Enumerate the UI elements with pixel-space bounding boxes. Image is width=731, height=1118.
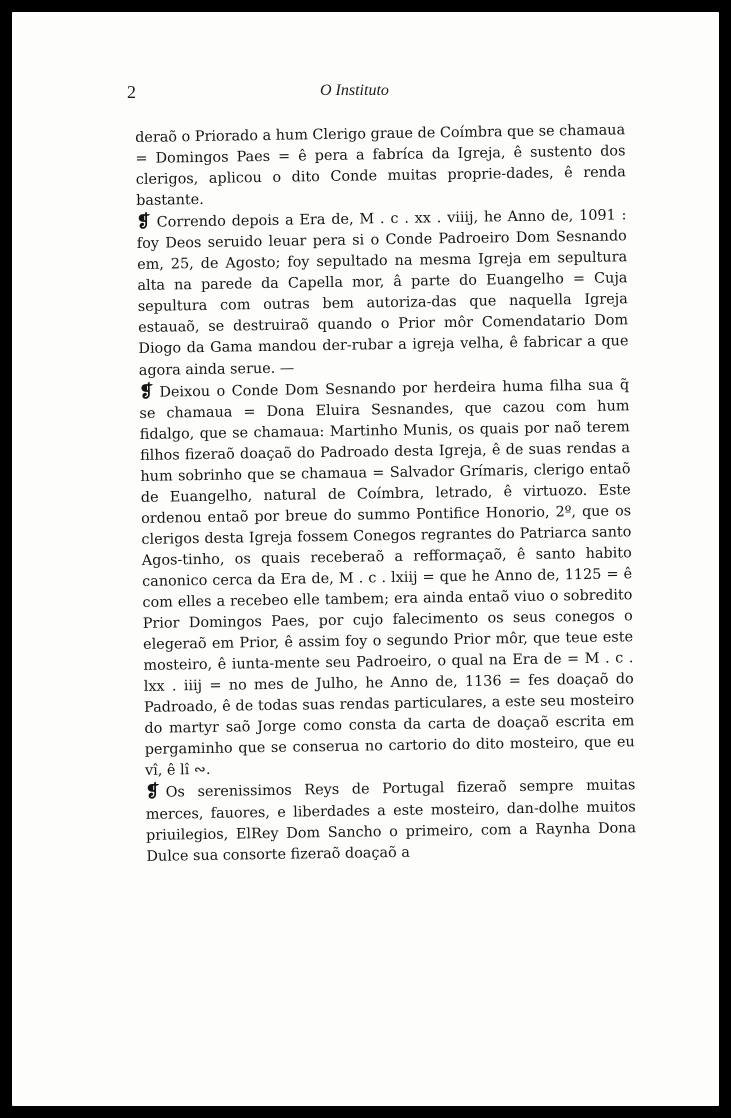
- page-number: 2: [127, 82, 136, 102]
- paragraph-mark-icon: ❡: [138, 381, 154, 402]
- running-title: O Instituto: [320, 82, 389, 99]
- paragraph-4: [145, 775, 636, 868]
- paragraph-3-text: Deixou o Conde Dom Sesnando por herdeira huma filha sua q̃ se chamaua = Dona Eluira Sesnandes, que cazou com hum fidalgo, que se chamaua: Martinho Munis, os quais por naõ terem filhos fizeraõ doaçaõ do Padroado desta Igreja, ê de suas rendas a hum sobrinho que se chamaua = Salvador Grímaris, clerigo entaõ de Euangelho, natural de Coímbra, letrado, ê virtuozo. Este ordenou entaõ por breue do summo Pontifice Honorio, 2º, que os clerigos desta Igreja fossem Conegos regrantes do Patriarca santo Agos-tinho, os quais receberaõ a refformaçaõ, ê santo habito canonico cerca da Era de, M . c . lxiij = que he Anno de, 1125 = ê com elles a recebeo elle tambem; era ainda entaõ viuo o sobredito Prior Domingos Paes, por cujo falecimento os seus conegos o elegeraõ em Prior, ê assim foy o segundo Prior môr, que teue este mosteiro, ê iunta-mente seu Padroeiro, o qual na Era de = M . c . lxx . iiij = no mes de Julho, he Anno de, 1136 = fes doaçaõ do Padroado, ê de todas suas rendas particulares, a este seu mosteiro do martyr saõ Jorge como consta da carta de doaçaõ escrita em pergaminho que se conserua no cartorio do dito mosteiro, que eu vî, ê lî ∾.: [139, 376, 635, 780]
- paragraph-2: [136, 204, 629, 381]
- paragraph-1: [135, 120, 626, 212]
- paragraph-3: [139, 374, 635, 783]
- paragraph-mark-icon: ❡: [136, 211, 151, 233]
- paragraph-2-text: Correndo depois a Era de, M . c . xx . viiij, he Anno de, 1091 : foy Deos seruido leuar pera si o Conde Padroeiro Dom Sesnando em, 25, de Agosto; foy sepultado na mesma Igreja em sepultura alta na parede da Capella mor, â parte do Euangelho = Cuja sepultura com outras bem autoriza-das que naquella Igreja estauaõ, se destruiraõ quando o Prior môr Comendatario Dom Diogo da Gama mandou der-rubar a igreja velha, ê fabricar a que agora ainda serue. —: [136, 207, 629, 379]
- body-text: [135, 120, 637, 867]
- paragraph-4-text: Os serenissimos Reys de Portugal fizeraõ sempre muitas merces, fauores, e liberdades a este mosteiro, dan-dolhe muitos priuilegios, ElRey Dom Sancho o primeiro, com a Raynha Dona Dulce sua consorte fizeraõ doaçaõ a: [145, 777, 637, 865]
- paragraph-1-text: deraõ o Priorado a hum Clerigo graue de Coímbra que se chamaua = Domingos Paes = ê pera a fabríca da Igreja, ê sustento dos clerigos, aplicou o dito Conde muitas proprie-dades, ê renda bastante.: [135, 122, 626, 210]
- paragraph-mark-icon: ❡: [145, 782, 160, 803]
- page-header: [12, 12, 719, 52]
